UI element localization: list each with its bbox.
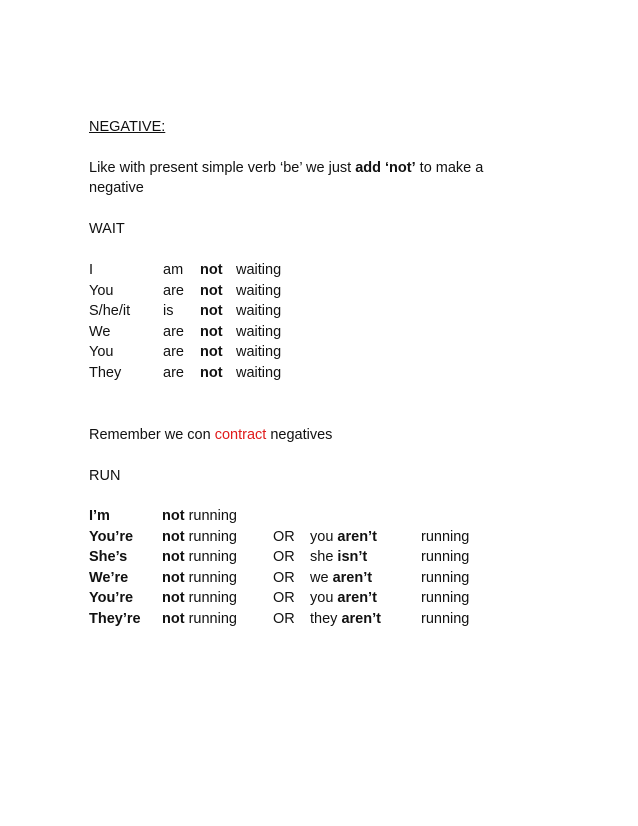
wait-subject: I (89, 262, 94, 278)
wait-main-verb: waiting (236, 364, 282, 381)
alt-main-verb: running (421, 569, 470, 586)
or-label: OR (273, 549, 295, 565)
run-negation-phrase: not running (162, 508, 237, 524)
intro-line-2: negative (89, 180, 144, 196)
remember-text: Remember we con (89, 427, 215, 443)
wait-verb: are (163, 282, 184, 299)
run-negation: not (162, 610, 185, 627)
run-contraction: We’re (89, 569, 129, 586)
alt-phrase: we aren’t (310, 569, 373, 586)
wait-subject: S/he/it (89, 303, 131, 319)
run-contraction: They’re (89, 610, 141, 627)
intro-bold-text: add ‘not’ (355, 160, 416, 176)
run-contraction: You’re (89, 590, 134, 606)
or-label: OR (273, 610, 295, 627)
alt-negation: aren’t (337, 590, 377, 606)
alt-negation: aren’t (337, 528, 377, 545)
wait-main-verb: waiting (236, 262, 282, 278)
alt-phrase: you aren’t (310, 528, 377, 545)
wait-negation: not (200, 282, 223, 299)
run-contraction: You’re (89, 528, 134, 545)
wait-main-verb: waiting (236, 323, 282, 340)
wait-verb: am (163, 262, 184, 278)
alt-main-verb: running (421, 528, 470, 545)
wait-subject: You (89, 282, 114, 299)
wait-verb: is (163, 303, 174, 319)
alt-main-verb: running (421, 549, 470, 565)
wait-verb: are (163, 364, 184, 381)
run-negation-phrase: not running (162, 549, 237, 565)
wait-subject: They (89, 364, 122, 381)
run-contraction: She’s (89, 549, 128, 565)
wait-main-verb: waiting (236, 282, 282, 299)
alt-phrase: you aren’t (310, 590, 377, 606)
wait-verb: are (163, 344, 184, 360)
wait-negation: not (200, 323, 223, 340)
wait-negation: not (200, 262, 223, 278)
run-negation: not (162, 508, 185, 524)
run-negation: not (162, 528, 185, 545)
intro-line-1 (89, 158, 483, 178)
alt-negation: isn’t (337, 549, 368, 565)
run-negation: not (162, 569, 185, 586)
alt-phrase: she isn’t (310, 549, 368, 565)
remember-text-end: negatives (266, 427, 333, 443)
or-label: OR (273, 569, 295, 586)
wait-main-verb: waiting (236, 303, 282, 319)
alt-negation: aren’t (341, 610, 381, 627)
run-negation-phrase: not running (162, 528, 237, 545)
run-title: RUN (89, 468, 121, 484)
wait-negation: not (200, 344, 223, 360)
alt-negation: aren’t (332, 569, 373, 586)
wait-main-verb: waiting (236, 344, 282, 360)
alt-main-verb: running (421, 610, 470, 627)
run-negation-phrase: not running (162, 610, 237, 627)
alt-phrase: they aren’t (310, 610, 381, 627)
wait-subject: We (89, 323, 111, 340)
intro-text-end: to make a (415, 160, 484, 176)
run-negation-phrase: not running (162, 590, 237, 606)
run-negation: not (162, 549, 185, 565)
or-label: OR (273, 590, 295, 606)
alt-main-verb: running (421, 590, 470, 606)
wait-verb: are (163, 323, 184, 340)
or-label: OR (273, 528, 295, 545)
intro-text: Like with present simple verb ‘be’ we just (89, 160, 356, 176)
contract-highlight: contract (214, 427, 267, 443)
run-contraction: I’m (89, 508, 110, 524)
run-negation-phrase: not running (162, 569, 237, 586)
wait-title: WAIT (89, 221, 125, 237)
wait-negation: not (200, 364, 223, 381)
run-negation: not (162, 590, 185, 606)
section-heading: NEGATIVE: (89, 119, 166, 135)
wait-negation: not (200, 303, 223, 319)
wait-subject: You (89, 344, 114, 360)
remember-line (89, 425, 332, 445)
